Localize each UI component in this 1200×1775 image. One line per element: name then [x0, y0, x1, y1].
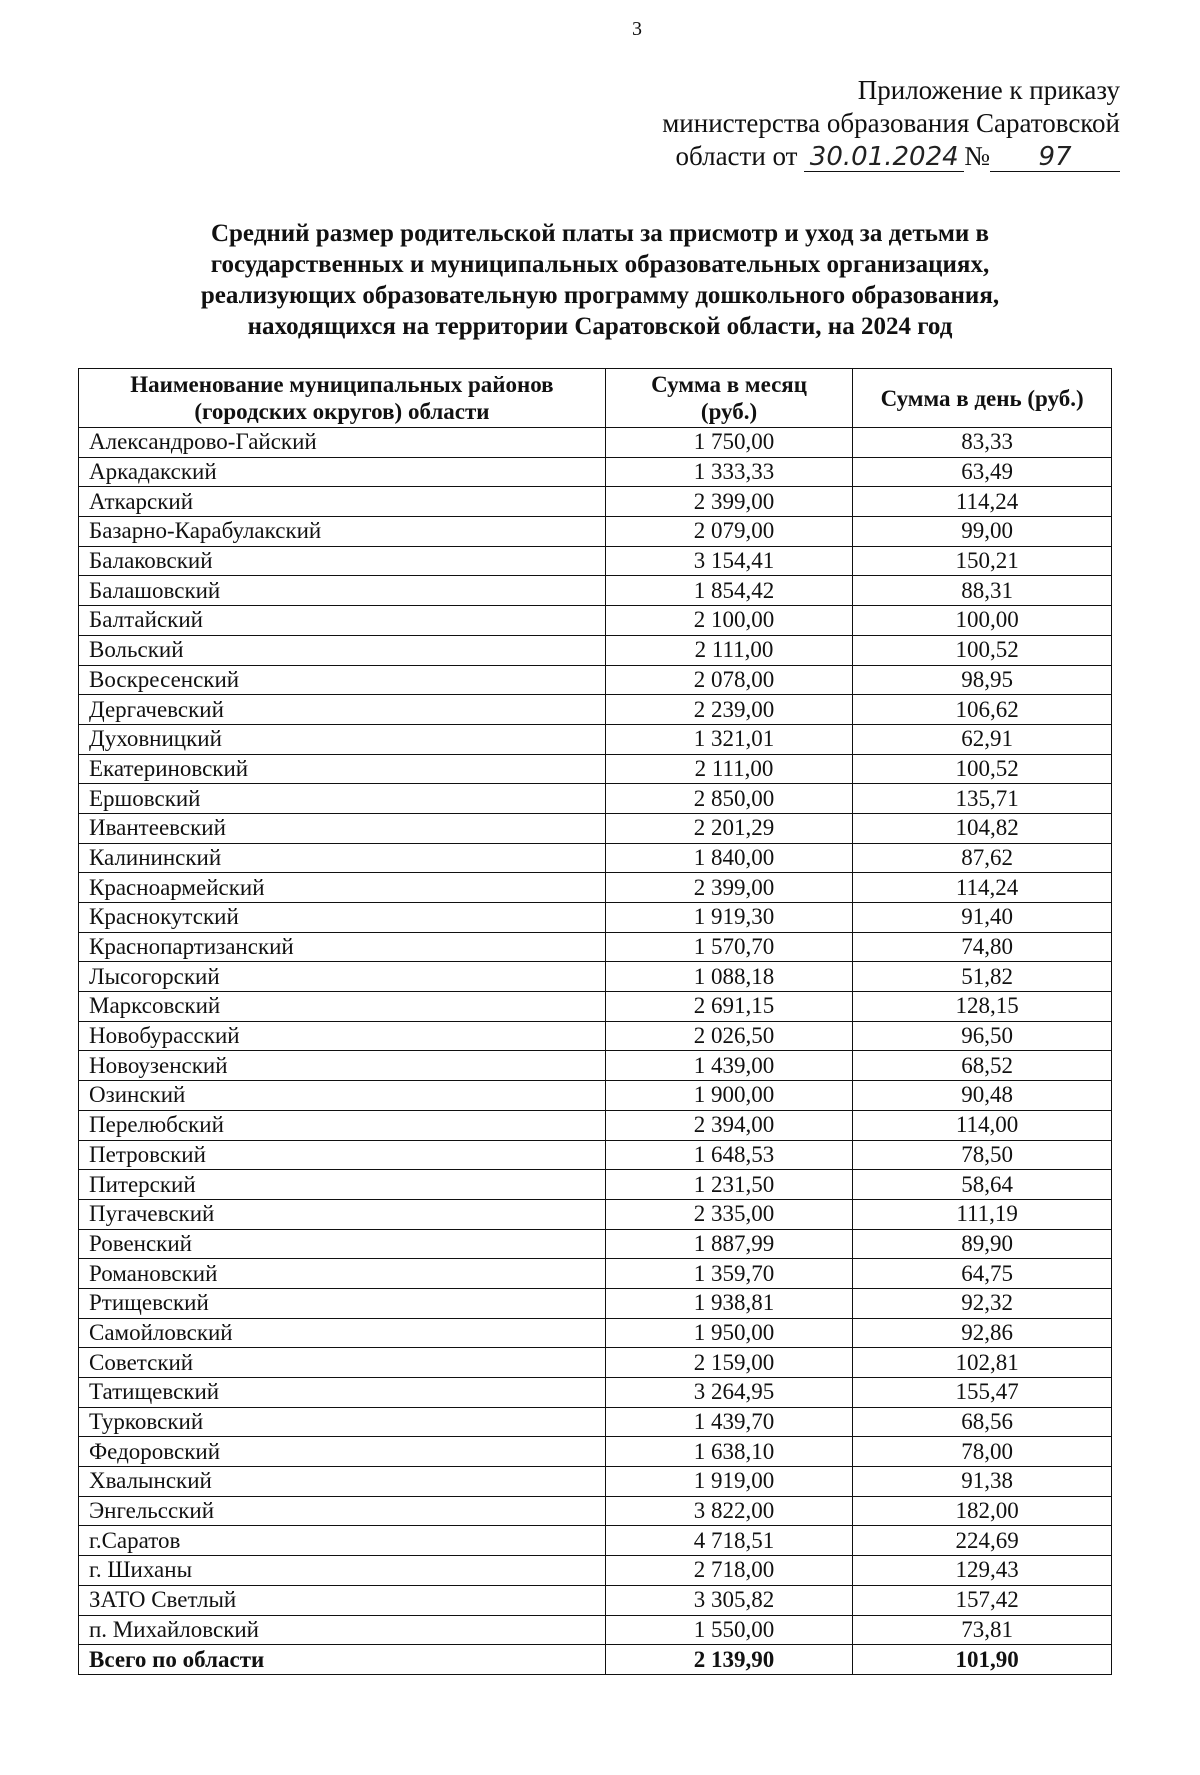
district-name-cell: Калининский	[79, 843, 606, 873]
daily-amount-cell: 92,32	[853, 1288, 1112, 1318]
district-name-cell: Хвалынский	[79, 1467, 606, 1497]
daily-amount-cell: 224,69	[853, 1526, 1112, 1556]
monthly-amount-cell: 2 399,00	[605, 487, 852, 517]
district-name-cell: Екатериновский	[79, 754, 606, 784]
district-name-cell: Краснопартизанский	[79, 932, 606, 962]
table-row	[79, 724, 1112, 754]
table-row	[79, 1496, 1112, 1526]
daily-amount-cell: 68,56	[853, 1407, 1112, 1437]
district-name-cell: г.Саратов	[79, 1526, 606, 1556]
table-row	[79, 457, 1112, 487]
monthly-amount-cell: 4 718,51	[605, 1526, 852, 1556]
table-row	[79, 695, 1112, 725]
daily-amount-cell: 114,00	[853, 1110, 1112, 1140]
title-line-2: государственных и муниципальных образовательных организациях,	[210, 251, 990, 278]
table-row	[79, 1081, 1112, 1111]
table-row	[79, 813, 1112, 843]
table-row	[79, 606, 1112, 636]
district-name-cell: Ртищевский	[79, 1288, 606, 1318]
table-row	[79, 1318, 1112, 1348]
monthly-amount-cell: 2 850,00	[605, 784, 852, 814]
appendix-date-prefix: области от	[675, 141, 798, 171]
daily-amount-cell: 68,52	[853, 1051, 1112, 1081]
appendix-line-1: Приложение к приказу	[857, 75, 1120, 105]
daily-amount-cell: 62,91	[853, 724, 1112, 754]
daily-amount-cell: 90,48	[853, 1081, 1112, 1111]
daily-amount-cell: 83,33	[853, 428, 1112, 458]
table-row	[79, 1199, 1112, 1229]
monthly-amount-cell: 1 231,50	[605, 1170, 852, 1200]
table-row	[79, 576, 1112, 606]
handwritten-order-number: 97	[990, 143, 1120, 172]
daily-amount-cell: 111,19	[853, 1199, 1112, 1229]
district-name-cell: Петровский	[79, 1140, 606, 1170]
daily-amount-cell: 114,24	[853, 873, 1112, 903]
monthly-amount-cell: 2 201,29	[605, 813, 852, 843]
district-name-cell: Новоузенский	[79, 1051, 606, 1081]
district-name-cell: Воскресенский	[79, 665, 606, 695]
table-body	[79, 428, 1112, 1645]
district-name-cell: Духовницкий	[79, 724, 606, 754]
table-row	[79, 517, 1112, 547]
number-sign: №	[964, 141, 990, 171]
district-name-cell: Ершовский	[79, 784, 606, 814]
daily-amount-cell: 78,00	[853, 1437, 1112, 1467]
table-row	[79, 1615, 1112, 1645]
table-row	[79, 903, 1112, 933]
daily-amount-cell: 88,31	[853, 576, 1112, 606]
daily-amount-cell: 106,62	[853, 695, 1112, 725]
district-name-cell: Романовский	[79, 1259, 606, 1289]
daily-amount-cell: 157,42	[853, 1585, 1112, 1615]
table-row	[79, 843, 1112, 873]
district-name-cell: Питерский	[79, 1170, 606, 1200]
monthly-amount-cell: 1 919,30	[605, 903, 852, 933]
daily-amount-cell: 89,90	[853, 1229, 1112, 1259]
district-name-cell: Балаковский	[79, 546, 606, 576]
appendix-line-2: министерства образования Саратовской	[662, 108, 1120, 138]
daily-amount-cell: 100,00	[853, 606, 1112, 636]
daily-amount-cell: 98,95	[853, 665, 1112, 695]
daily-amount-cell: 91,40	[853, 903, 1112, 933]
daily-amount-cell: 73,81	[853, 1615, 1112, 1645]
table-row	[79, 784, 1112, 814]
monthly-amount-cell: 1 887,99	[605, 1229, 852, 1259]
daily-amount-cell: 182,00	[853, 1496, 1112, 1526]
district-name-cell: Балашовский	[79, 576, 606, 606]
monthly-amount-cell: 1 840,00	[605, 843, 852, 873]
district-name-cell: Вольский	[79, 635, 606, 665]
table-row	[79, 1051, 1112, 1081]
monthly-amount-cell: 2 026,50	[605, 1021, 852, 1051]
district-name-cell: Федоровский	[79, 1437, 606, 1467]
total-daily: 101,90	[853, 1645, 1112, 1675]
district-name-cell: Дергачевский	[79, 695, 606, 725]
monthly-amount-cell: 1 648,53	[605, 1140, 852, 1170]
district-name-cell: Аткарский	[79, 487, 606, 517]
monthly-amount-cell: 3 305,82	[605, 1585, 852, 1615]
daily-amount-cell: 100,52	[853, 635, 1112, 665]
monthly-amount-cell: 1 439,00	[605, 1051, 852, 1081]
fees-table	[78, 368, 1112, 1675]
daily-amount-cell: 92,86	[853, 1318, 1112, 1348]
monthly-amount-cell: 2 100,00	[605, 606, 852, 636]
title-line-1: Средний размер родительской платы за присмотр и уход за детьми в	[210, 220, 990, 247]
daily-amount-cell: 150,21	[853, 546, 1112, 576]
monthly-amount-cell: 1 854,42	[605, 576, 852, 606]
appendix-header	[662, 74, 1120, 173]
table-row	[79, 932, 1112, 962]
monthly-amount-cell: 2 078,00	[605, 665, 852, 695]
daily-amount-cell: 99,00	[853, 517, 1112, 547]
daily-amount-cell: 102,81	[853, 1348, 1112, 1378]
district-name-cell: Красноармейский	[79, 873, 606, 903]
monthly-amount-cell: 1 638,10	[605, 1437, 852, 1467]
title-line-4: находящихся на территории Саратовской области, на 2024 год	[247, 313, 953, 340]
district-name-cell: Аркадакский	[79, 457, 606, 487]
table-row	[79, 665, 1112, 695]
table-row	[79, 1110, 1112, 1140]
district-name-cell: Пугачевский	[79, 1199, 606, 1229]
district-name-cell: Краснокутский	[79, 903, 606, 933]
table-row	[79, 1556, 1112, 1586]
monthly-amount-cell: 1 570,70	[605, 932, 852, 962]
district-name-cell: Советский	[79, 1348, 606, 1378]
district-name-cell: Ивантеевский	[79, 813, 606, 843]
table-row	[79, 992, 1112, 1022]
district-name-cell: Самойловский	[79, 1318, 606, 1348]
monthly-amount-cell: 1 321,01	[605, 724, 852, 754]
monthly-amount-cell: 3 264,95	[605, 1378, 852, 1408]
total-label: Всего по области	[79, 1645, 606, 1675]
district-name-cell: Энгельсский	[79, 1496, 606, 1526]
daily-amount-cell: 100,52	[853, 754, 1112, 784]
district-name-cell: г. Шиханы	[79, 1556, 606, 1586]
table-row	[79, 873, 1112, 903]
monthly-amount-cell: 2 111,00	[605, 754, 852, 784]
daily-amount-cell: 155,47	[853, 1378, 1112, 1408]
table-row	[79, 1288, 1112, 1318]
header-district-name: Наименование муниципальных районов (городских округов) области	[79, 369, 606, 428]
monthly-amount-cell: 1 900,00	[605, 1081, 852, 1111]
monthly-amount-cell: 2 691,15	[605, 992, 852, 1022]
table-row	[79, 1407, 1112, 1437]
total-monthly: 2 139,90	[605, 1645, 852, 1675]
monthly-amount-cell: 1 950,00	[605, 1318, 852, 1348]
table-total-row	[79, 1645, 1112, 1675]
monthly-amount-cell: 3 154,41	[605, 546, 852, 576]
daily-amount-cell: 63,49	[853, 457, 1112, 487]
table-row	[79, 1348, 1112, 1378]
district-name-cell: Марксовский	[79, 992, 606, 1022]
header-monthly-amount: Сумма в месяц (руб.)	[605, 369, 852, 428]
monthly-amount-cell: 1 919,00	[605, 1467, 852, 1497]
daily-amount-cell: 78,50	[853, 1140, 1112, 1170]
monthly-amount-cell: 1 550,00	[605, 1615, 852, 1645]
monthly-amount-cell: 2 239,00	[605, 695, 852, 725]
daily-amount-cell: 135,71	[853, 784, 1112, 814]
page-number: 3	[632, 18, 642, 40]
table-row	[79, 1585, 1112, 1615]
daily-amount-cell: 58,64	[853, 1170, 1112, 1200]
handwritten-date: 30.01.2024	[804, 143, 964, 172]
daily-amount-cell: 129,43	[853, 1556, 1112, 1586]
monthly-amount-cell: 2 399,00	[605, 873, 852, 903]
daily-amount-cell: 104,82	[853, 813, 1112, 843]
table-row	[79, 635, 1112, 665]
table-row	[79, 1467, 1112, 1497]
district-name-cell: Озинский	[79, 1081, 606, 1111]
table-row	[79, 1170, 1112, 1200]
monthly-amount-cell: 1 750,00	[605, 428, 852, 458]
district-name-cell: Базарно-Карабулакский	[79, 517, 606, 547]
table-row	[79, 1140, 1112, 1170]
table-row	[79, 428, 1112, 458]
daily-amount-cell: 64,75	[853, 1259, 1112, 1289]
table-row	[79, 1259, 1112, 1289]
daily-amount-cell: 87,62	[853, 843, 1112, 873]
monthly-amount-cell: 3 822,00	[605, 1496, 852, 1526]
monthly-amount-cell: 1 938,81	[605, 1288, 852, 1318]
table-row	[79, 546, 1112, 576]
monthly-amount-cell: 2 079,00	[605, 517, 852, 547]
monthly-amount-cell: 2 159,00	[605, 1348, 852, 1378]
monthly-amount-cell: 2 718,00	[605, 1556, 852, 1586]
district-name-cell: ЗАТО Светлый	[79, 1585, 606, 1615]
monthly-amount-cell: 2 335,00	[605, 1199, 852, 1229]
daily-amount-cell: 128,15	[853, 992, 1112, 1022]
district-name-cell: Лысогорский	[79, 962, 606, 992]
district-name-cell: Новобурасский	[79, 1021, 606, 1051]
table-row	[79, 1378, 1112, 1408]
monthly-amount-cell: 1 088,18	[605, 962, 852, 992]
district-name-cell: Турковский	[79, 1407, 606, 1437]
table-row	[79, 1021, 1112, 1051]
district-name-cell: Перелюбский	[79, 1110, 606, 1140]
monthly-amount-cell: 2 111,00	[605, 635, 852, 665]
document-title	[120, 218, 1080, 342]
table-row	[79, 1437, 1112, 1467]
table-header-row	[79, 369, 1112, 428]
monthly-amount-cell: 2 394,00	[605, 1110, 852, 1140]
daily-amount-cell: 96,50	[853, 1021, 1112, 1051]
district-name-cell: Ровенский	[79, 1229, 606, 1259]
appendix-line-3	[662, 140, 1120, 173]
table-row	[79, 487, 1112, 517]
table-row	[79, 1229, 1112, 1259]
daily-amount-cell: 51,82	[853, 962, 1112, 992]
table-row	[79, 962, 1112, 992]
table-row	[79, 1526, 1112, 1556]
district-name-cell: Александрово-Гайский	[79, 428, 606, 458]
daily-amount-cell: 91,38	[853, 1467, 1112, 1497]
district-name-cell: Балтайский	[79, 606, 606, 636]
daily-amount-cell: 74,80	[853, 932, 1112, 962]
district-name-cell: п. Михайловский	[79, 1615, 606, 1645]
daily-amount-cell: 114,24	[853, 487, 1112, 517]
district-name-cell: Татищевский	[79, 1378, 606, 1408]
monthly-amount-cell: 1 359,70	[605, 1259, 852, 1289]
monthly-amount-cell: 1 333,33	[605, 457, 852, 487]
table-row	[79, 754, 1112, 784]
title-line-3: реализующих образовательную программу дошкольного образования,	[200, 282, 1000, 309]
header-daily-amount: Сумма в день (руб.)	[853, 369, 1112, 428]
monthly-amount-cell: 1 439,70	[605, 1407, 852, 1437]
